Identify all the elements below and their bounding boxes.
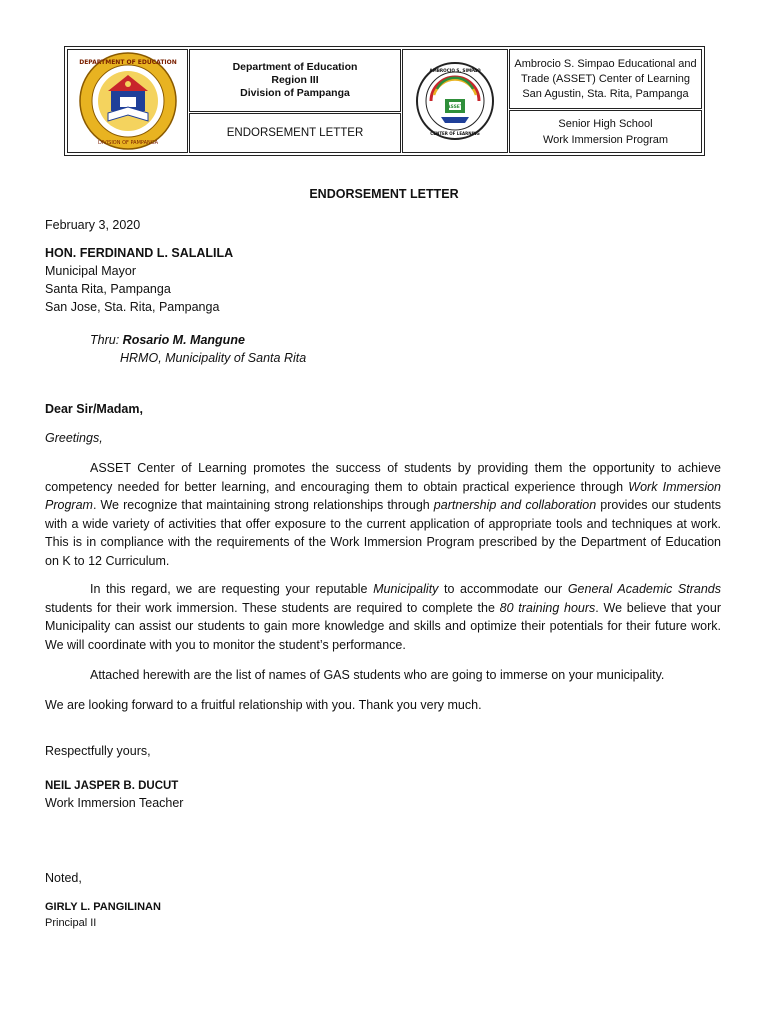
dept-line-2: Region III (271, 74, 319, 86)
recipient-line-2: Santa Rita, Pampanga (45, 282, 171, 296)
dept-line-1: Department of Education (232, 61, 358, 73)
asset-logo-cell (402, 49, 508, 153)
paragraph-2 (45, 580, 721, 654)
letter-date: February 3, 2020 (45, 218, 141, 232)
paragraph-3: Attached herewith are the list of names of GAS students who are going to immerse on your municipality. (90, 668, 665, 682)
thru-name: Rosario M. Mangune (122, 333, 245, 347)
paragraph-1 (45, 459, 721, 570)
letterhead-table (64, 46, 705, 156)
p2-emph-hours: 80 training hours (499, 600, 596, 615)
p2-emph-municipality: Municipality (373, 582, 439, 596)
recipient-line-1: Municipal Mayor (45, 264, 137, 278)
program-line-2: Work Immersion Program (542, 133, 669, 146)
deped-info-cell (189, 49, 401, 112)
asset-seal-icon (415, 61, 495, 141)
p2-text-c: to accommodate our (438, 582, 568, 596)
salutation: Dear Sir/Madam, (45, 402, 143, 416)
svg-text:ASSET: ASSET (447, 105, 463, 110)
letter-title: ENDORSEMENT LETTER (309, 187, 459, 201)
recipient-line-3: San Jose, Sta. Rita, Pampanga (45, 300, 220, 314)
thru-label: Thru: (90, 333, 120, 347)
p2-text-a: In this regard, we are requesting your reputable (90, 582, 374, 596)
thru-title: HRMO, Municipality of Santa Rita (120, 351, 307, 365)
noter-name: GIRLY L. PANGILINAN (45, 901, 161, 913)
svg-text:CENTER OF LEARNING: CENTER OF LEARNING (430, 131, 480, 136)
endorsement-cell: ENDORSEMENT LETTER (189, 113, 401, 153)
closing: Respectfully yours, (45, 744, 151, 758)
p1-emph-work-immersion: Work Immersion Program (45, 479, 722, 512)
school-info-cell (509, 49, 702, 109)
program-line-1: Senior High School (558, 117, 653, 130)
p2-text-g: . We believe that your Municipality can assist our students to gain more knowledge and skills and optimize their potentials for their future work. We will coordinate with you to monitor the student’s performance. (45, 600, 721, 652)
school-line-2: Trade (ASSET) Center of Learning (521, 72, 690, 85)
p1-emph-partnership: partnership and collaboration (433, 498, 597, 512)
signer-name: NEIL JASPER B. DUCUT (45, 780, 179, 792)
p2-text-e: students for their work immersion. These students are required to complete the (45, 600, 500, 615)
program-cell (509, 110, 702, 153)
svg-text:AMBROCIO S. SIMPAO: AMBROCIO S. SIMPAO (429, 68, 481, 73)
paragraph-4: We are looking forward to a fruitful relationship with you. Thank you very much. (45, 698, 482, 712)
p1-text-e: provides our students with a wide variety of activities that offer exposure to the current application of appropriate tools and techniques at work. This is in compliance with the requirements of the Work Immersion Program prescribed by the Department of Education on K to 12 Curriculum. (45, 498, 721, 568)
thru-line (90, 332, 245, 349)
svg-text:DIVISION OF PAMPANGA: DIVISION OF PAMPANGA (97, 140, 158, 146)
deped-logo-cell (67, 49, 188, 153)
dept-line-3: Division of Pampanga (240, 87, 350, 99)
deped-seal-icon (78, 51, 178, 151)
school-line-3: San Agustin, Sta. Rita, Pampanga (522, 87, 689, 100)
noter-title: Principal II (45, 917, 97, 929)
signer-title: Work Immersion Teacher (45, 796, 184, 810)
recipient-name: HON. FERDINAND L. SALALILA (45, 246, 234, 260)
p1-text-a: ASSET Center of Learning promotes the success of students by providing them the opportunity to achieve competency needed for better learning, and encouraging them to obtain practical experience through (45, 461, 721, 494)
svg-text:DEPARTMENT OF EDUCATION: DEPARTMENT OF EDUCATION (78, 59, 177, 66)
p2-emph-gas: General Academic Strands (567, 582, 721, 596)
p1-text-c: . We recognize that maintaining strong relationships through (92, 498, 434, 512)
school-line-1: Ambrocio S. Simpao Educational and (514, 57, 697, 70)
noted-label: Noted, (45, 871, 82, 885)
greeting: Greetings, (45, 431, 103, 445)
